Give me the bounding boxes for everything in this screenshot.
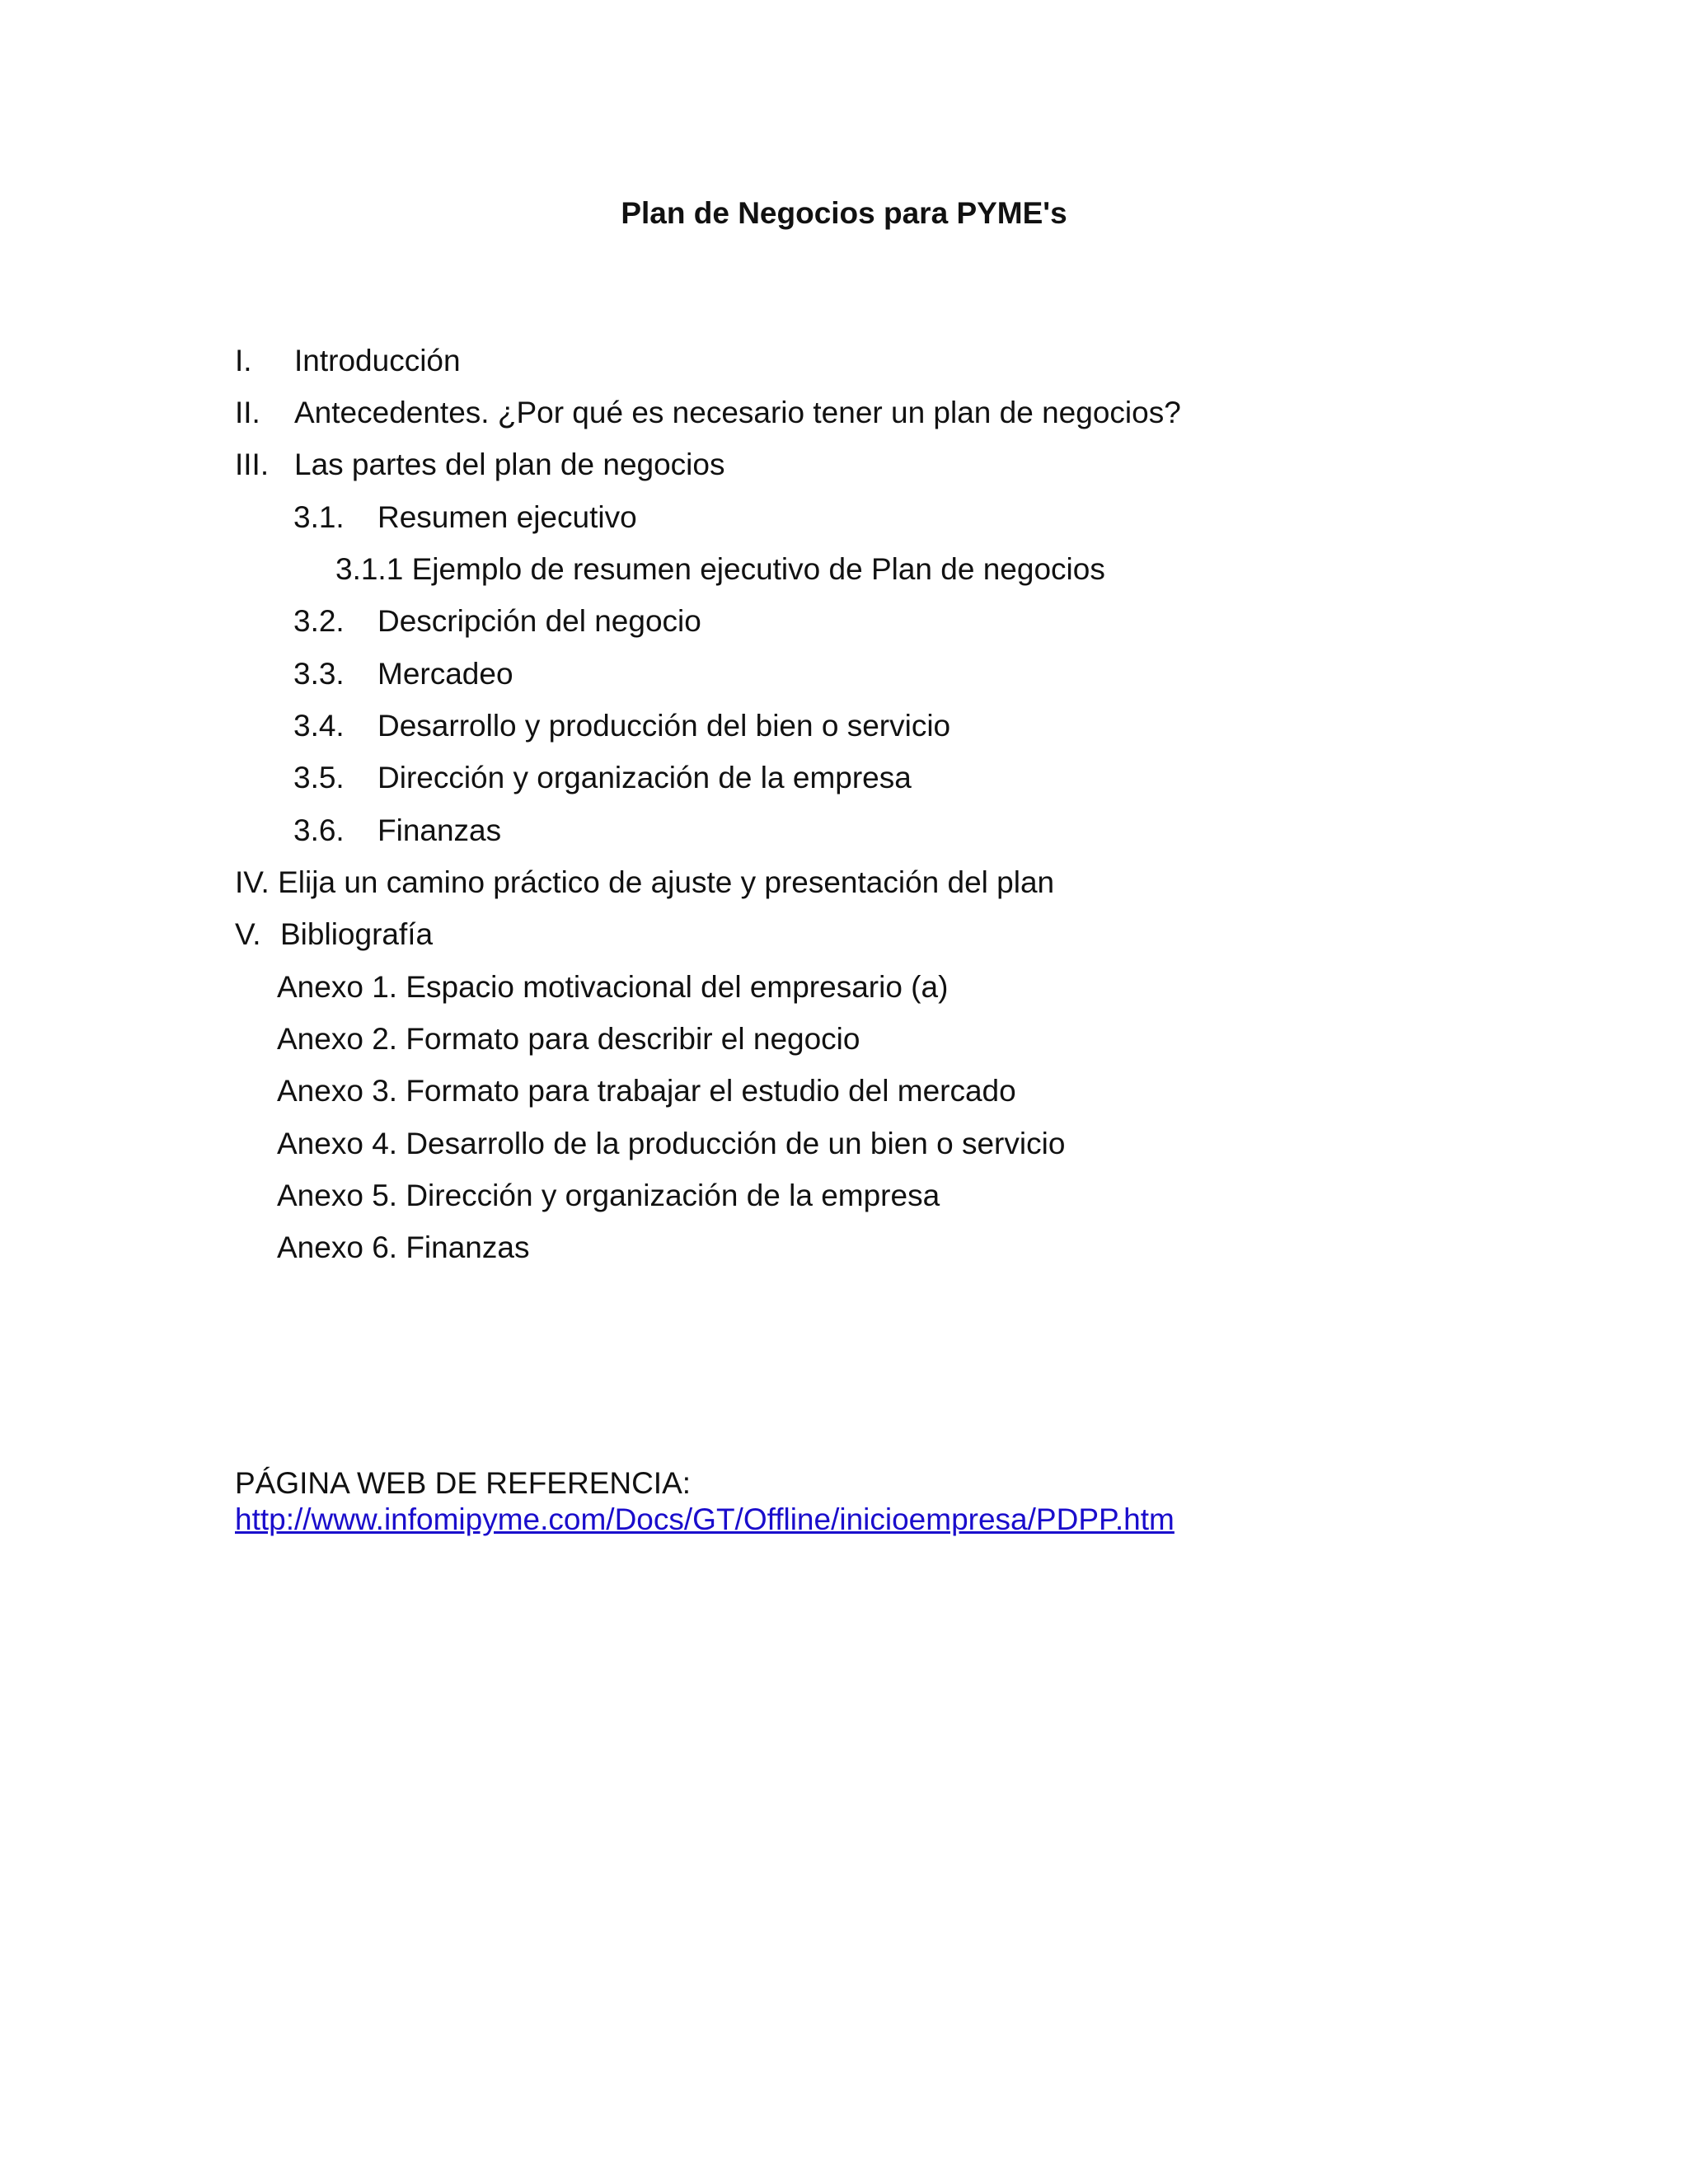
toc-label: Anexo 1. Espacio motivacional del empresario (a) — [277, 970, 949, 1004]
toc-label: 3.1.1 Ejemplo de resumen ejecutivo de Plan de negocios — [335, 552, 1105, 586]
reference-label: PÁGINA WEB DE REFERENCIA: — [235, 1466, 692, 1500]
toc-label: Anexo 4. Desarrollo de la producción de un bien o servicio — [277, 1127, 1066, 1160]
reference-link[interactable]: http://www.infomipyme.com/Docs/GT/Offline/inicioempresa/PDPP.htm — [235, 1502, 1175, 1536]
toc-label: Anexo 2. Formato para describir el negocio — [277, 1022, 860, 1056]
toc-number: V. — [235, 917, 261, 951]
toc-label: Anexo 3. Formato para trabajar el estudio del mercado — [277, 1074, 1016, 1108]
toc-number: II. — [235, 396, 260, 429]
toc-label: Anexo 6. Finanzas — [277, 1230, 530, 1264]
toc-number: I. — [235, 344, 252, 377]
page-title: Plan de Negocios para PYME's — [621, 196, 1067, 230]
toc-number: 3.1. — [293, 500, 345, 534]
toc-number: III. — [235, 448, 270, 481]
toc-number: 3.6. — [293, 813, 345, 847]
toc-number: 3.2. — [293, 604, 345, 638]
toc-label: Dirección y organización de la empresa — [377, 761, 912, 794]
toc-label: Resumen ejecutivo — [377, 500, 637, 534]
toc-number: 3.5. — [293, 761, 345, 794]
toc-number: 3.3. — [293, 657, 345, 691]
toc-label: Mercadeo — [377, 657, 513, 691]
toc-label: Antecedentes. ¿Por qué es necesario tener un plan de negocios? — [294, 396, 1181, 429]
toc-label: IV. Elija un camino práctico de ajuste y presentación del plan — [235, 865, 1055, 899]
toc-label: Anexo 5. Dirección y organización de la empresa — [277, 1179, 940, 1212]
toc-number: 3.4. — [293, 709, 345, 743]
toc-label: Bibliografía — [280, 917, 434, 951]
toc-label: Finanzas — [377, 813, 502, 847]
toc-label: Descripción del negocio — [377, 604, 701, 638]
toc-label: Desarrollo y producción del bien o servicio — [377, 709, 951, 743]
toc-label: Las partes del plan de negocios — [294, 448, 725, 481]
toc-label: Introducción — [294, 344, 461, 377]
